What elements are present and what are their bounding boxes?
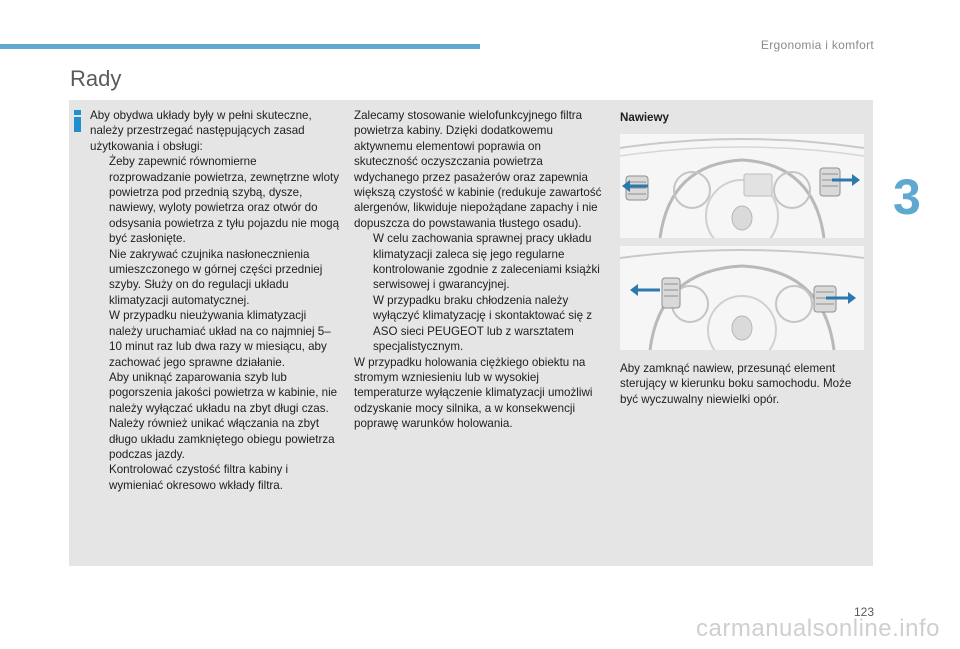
arrow-left-icon [630,284,660,296]
bullet-text: Nie zakrywać czujnika nasłonecznienia umieszczonego w górnej części przedniej szyby. Służy on do regulacji układu klimatyzacji automatycznej. [109,247,323,307]
col2-outro: W przypadku holowania ciężkiego obiektu na stromym wzniesieniu lub w wysokiej temperaturze wyłączenie klimatyzacji umożliwi odzyskanie mocy silnika, a w konsekwencji poprawę warunków holowania. [354,355,593,431]
bullet-text: W przypadku nieużywania klimatyzacji należy uruchamiać układ na co najmniej 5–10 minut raz lub dwa razy w miesiącu, aby zachować jego sprawne działanie. [109,309,331,369]
info-icon [74,110,81,132]
list-item [90,308,340,370]
bullet-text: W przypadku braku chłodzenia należy wyłączyć klimatyzację i skontaktować się z ASO sieci PEUGEOT lub z warsztatem specjalistycznym. [373,293,593,354]
list-item [354,293,604,355]
page-number: 123 [853,605,874,619]
bullet-text: Żeby zapewnić równomierne rozprowadzanie powietrza, zewnętrzne wloty powietrza pod przednią szybą, dysze, nawiewy, wyloty powietrza oraz otwór do odsysania powietrza z tyłu pojazdu nie mogą być zasłonięte. [109,155,340,246]
vents-heading: Nawiewy [620,111,669,124]
header-accent-bar [0,44,480,49]
col2-intro: Zalecamy stosowanie wielofunkcyjnego filtra powietrza kabiny. Dzięki dodatkowemu aktywnemu elementowi poprawia on skuteczność oczyszczania powietrza wdychanego przez pasażerów oraz zapewnia większą czystość w kabinie (redukuje zawartość alergenów, likwiduje niepożądane zapachy i nie dopuszcza do powstawania tłustego osadu). [354,109,602,230]
watermark: carmanualsonline.info [696,615,940,642]
vents-illustration-top [620,134,864,238]
list-item [90,154,340,246]
vents-caption: Aby zamknąć nawiew, przesunąć element sterujący w kierunku boku samochodu. Może być wyczuwalny niewielki opór. [620,362,852,406]
col1-intro: Aby obydwa układy były w pełni skuteczne, należy przestrzegać następujących zasad użytkowania i obsługi: [90,109,312,153]
vents-illustration-bottom [620,246,864,350]
list-item [354,231,604,293]
page-title: Rady [70,66,122,91]
bullet-text: Kontrolować czystość filtra kabiny i wymieniać okresowo wkłady filtra. [109,463,289,492]
chapter-number: 3 [893,169,921,225]
vents-column [620,110,865,125]
list-item [90,247,340,309]
bullet-text: W celu zachowania sprawnej pracy układu klimatyzacji zaleca się jego regularne kontrolowanie zgodnie z zaleceniami książki serwisowej i gwarancyjnej. [373,232,600,292]
section-title: Ergonomia i komfort [760,38,874,52]
bullet-text: Aby uniknąć zaparowania szyb lub pogorszenia jakości powietrza w kabinie, nie należy wyłączać układu na zbyt długi czas. Należy również unikać włączania na zbyt długo układu zamkniętego obiegu powietrza podczas jazdy. [109,370,338,461]
advice-column-2 [354,108,604,432]
advice-column-1 [90,108,340,493]
list-item [90,370,340,462]
list-item [90,462,340,493]
